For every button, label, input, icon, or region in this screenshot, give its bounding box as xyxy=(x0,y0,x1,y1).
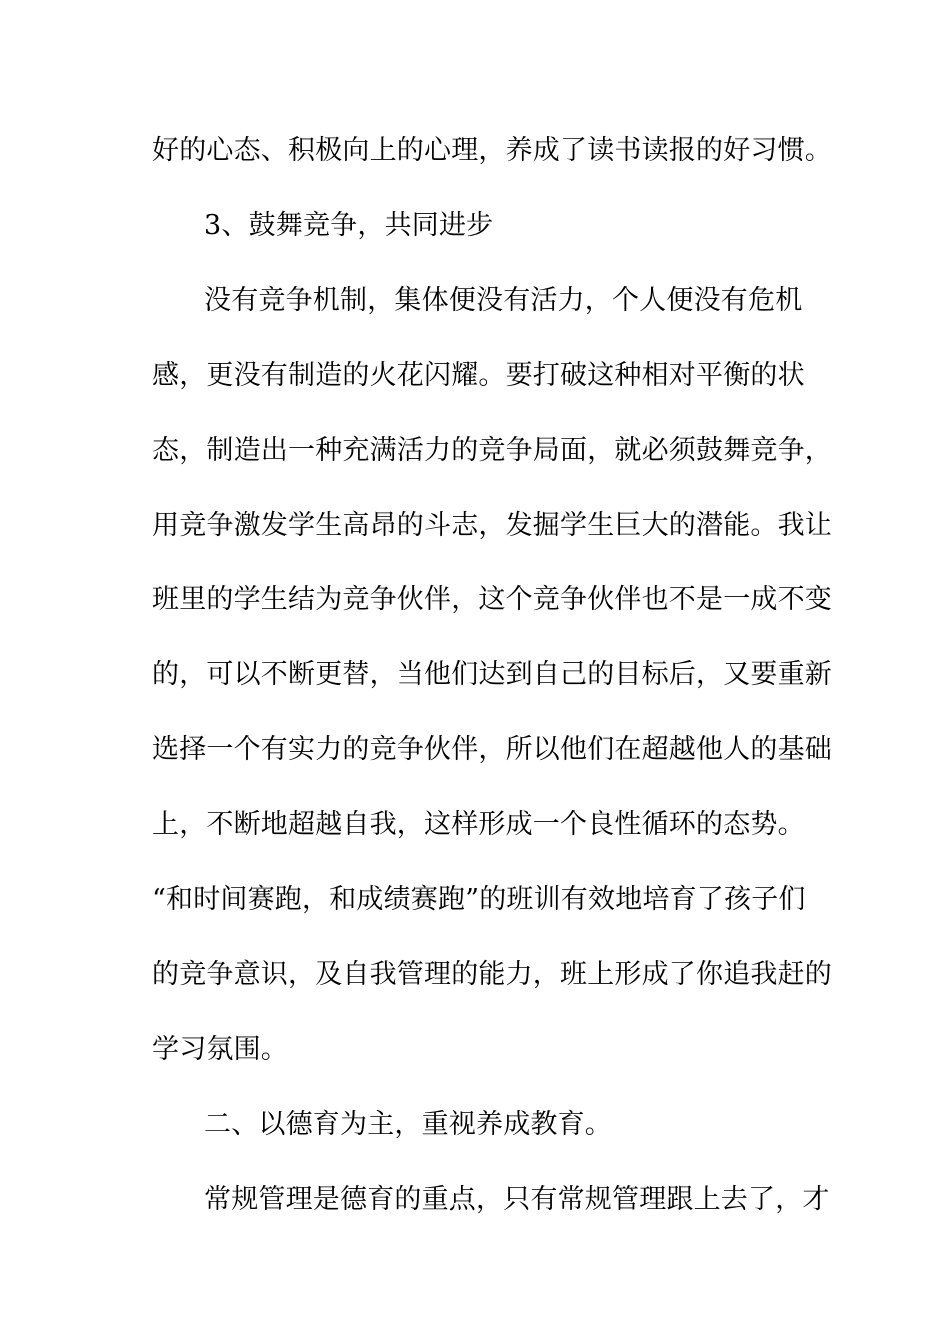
paragraph-line: 常规管理是德育的重点，只有常规管理跟上去了，才 xyxy=(204,1184,830,1215)
paragraph-line: 态，制造出一种充满活力的竞争局面，就必须鼓舞竞争， xyxy=(152,435,832,466)
section-heading: 3、鼓舞竞争，共同进步 xyxy=(204,210,494,241)
paragraph-line: 学习氛围。 xyxy=(152,1034,288,1065)
paragraph-line: 班里的学生结为竞争伙伴，这个竞争伙伴也不是一成不变 xyxy=(152,584,832,615)
paragraph-line: 好的心态、积极向上的心理，养成了读书读报的好习惯。 xyxy=(152,135,832,166)
section-heading: 二、以德育为主，重视养成教育。 xyxy=(204,1109,612,1140)
paragraph-line: 没有竞争机制，集体便没有活力，个人便没有危机 xyxy=(204,285,803,316)
paragraph-line: 的竞争意识，及自我管理的能力，班上形成了你追我赶的 xyxy=(152,959,832,990)
paragraph-line: 感，更没有制造的火花闪耀。要打破这种相对平衡的状 xyxy=(152,360,805,391)
paragraph-line: 选择一个有实力的竞争伙伴，所以他们在超越他人的基础 xyxy=(152,734,832,765)
paragraph-line: 上，不断地超越自我，这样形成一个良性循环的态势。 xyxy=(152,809,805,840)
paragraph-line: 用竞争激发学生高昂的斗志，发掘学生巨大的潜能。我让 xyxy=(152,510,832,541)
paragraph-line: “和时间赛跑，和成绩赛跑”的班训有效地培育了孩子们 xyxy=(152,884,806,915)
paragraph-line: 的，可以不断更替，当他们达到自己的目标后，又要重新 xyxy=(152,659,832,690)
